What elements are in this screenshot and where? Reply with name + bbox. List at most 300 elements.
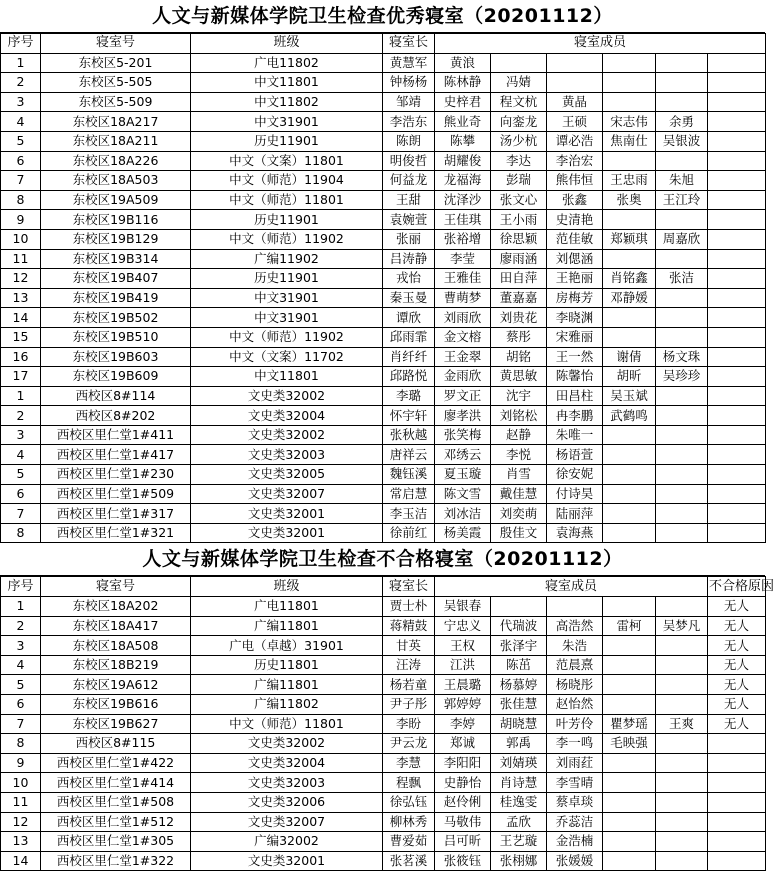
member-cell[interactable]: 张佳慧: [491, 695, 547, 715]
member-cell[interactable]: [656, 832, 708, 852]
member-cell[interactable]: [656, 151, 708, 171]
row-number[interactable]: 4: [1, 112, 41, 132]
room-cell[interactable]: 西校区里仁堂1#512: [41, 812, 191, 832]
class-cell[interactable]: 中文（师范）11902: [191, 229, 383, 249]
room-cell[interactable]: 东校区18A211: [41, 131, 191, 151]
leader-cell[interactable]: 王甜: [383, 190, 435, 210]
member-cell[interactable]: 叶芳伶: [547, 714, 603, 734]
member-cell[interactable]: [656, 92, 708, 112]
room-cell[interactable]: 东校区19B419: [41, 288, 191, 308]
member-cell[interactable]: 朱旭: [656, 171, 708, 191]
leader-cell[interactable]: 唐祥云: [383, 445, 435, 465]
member-cell[interactable]: 胡铭: [491, 347, 547, 367]
member-cell[interactable]: [656, 425, 708, 445]
member-cell[interactable]: 陈馨怡: [547, 367, 603, 387]
row-number[interactable]: 1: [1, 597, 41, 617]
class-cell[interactable]: 文史类32002: [191, 386, 383, 406]
member-cell[interactable]: [656, 73, 708, 93]
leader-cell[interactable]: 明俊哲: [383, 151, 435, 171]
empty-cell[interactable]: [708, 504, 766, 524]
room-cell[interactable]: 东校区18A217: [41, 112, 191, 132]
member-cell[interactable]: 李晓渊: [547, 308, 603, 328]
member-cell[interactable]: 胡耀俊: [435, 151, 491, 171]
member-cell[interactable]: 张奥: [603, 190, 656, 210]
member-cell[interactable]: [491, 53, 547, 73]
leader-cell[interactable]: 贾士朴: [383, 597, 435, 617]
member-cell[interactable]: [656, 406, 708, 426]
empty-cell[interactable]: [708, 425, 766, 445]
leader-cell[interactable]: 谭欣: [383, 308, 435, 328]
row-number[interactable]: 4: [1, 655, 41, 675]
member-cell[interactable]: 胡晓慧: [491, 714, 547, 734]
row-number[interactable]: 2: [1, 406, 41, 426]
row-number[interactable]: 3: [1, 92, 41, 112]
empty-cell[interactable]: [708, 367, 766, 387]
member-cell[interactable]: [656, 675, 708, 695]
member-cell[interactable]: 王佳琪: [435, 210, 491, 230]
room-cell[interactable]: 东校区19A612: [41, 675, 191, 695]
empty-cell[interactable]: [708, 210, 766, 230]
header-reason[interactable]: 不合格原因: [708, 577, 766, 597]
room-cell[interactable]: 东校区18B219: [41, 655, 191, 675]
class-cell[interactable]: 文史类32007: [191, 484, 383, 504]
class-cell[interactable]: 广编32002: [191, 832, 383, 852]
room-cell[interactable]: 西校区里仁堂1#509: [41, 484, 191, 504]
room-cell[interactable]: 东校区19B616: [41, 695, 191, 715]
member-cell[interactable]: 冉李鹏: [547, 406, 603, 426]
room-cell[interactable]: 东校区19B603: [41, 347, 191, 367]
row-number[interactable]: 6: [1, 695, 41, 715]
row-number[interactable]: 5: [1, 465, 41, 485]
member-cell[interactable]: 王爽: [656, 714, 708, 734]
member-cell[interactable]: 李雪晴: [547, 773, 603, 793]
row-number[interactable]: 6: [1, 151, 41, 171]
room-cell[interactable]: 东校区19B502: [41, 308, 191, 328]
header-no[interactable]: 序号: [1, 34, 41, 54]
leader-cell[interactable]: 徐弘钰: [383, 792, 435, 812]
header-no[interactable]: 序号: [1, 577, 41, 597]
member-cell[interactable]: 戴佳慧: [491, 484, 547, 504]
member-cell[interactable]: [656, 308, 708, 328]
room-cell[interactable]: 西校区8#115: [41, 734, 191, 754]
room-cell[interactable]: 西校区里仁堂1#417: [41, 445, 191, 465]
row-number[interactable]: 1: [1, 386, 41, 406]
member-cell[interactable]: [656, 792, 708, 812]
empty-cell[interactable]: [708, 92, 766, 112]
member-cell[interactable]: 程文杭: [491, 92, 547, 112]
member-cell[interactable]: 张筱钰: [435, 851, 491, 871]
member-cell[interactable]: 杨文珠: [656, 347, 708, 367]
header-room[interactable]: 寝室号: [41, 34, 191, 54]
member-cell[interactable]: 王忠雨: [603, 171, 656, 191]
class-cell[interactable]: 广编11801: [191, 675, 383, 695]
member-cell[interactable]: 黄思敏: [491, 367, 547, 387]
class-cell[interactable]: 文史类32007: [191, 812, 383, 832]
room-cell[interactable]: 东校区5-509: [41, 92, 191, 112]
empty-cell[interactable]: [708, 406, 766, 426]
room-cell[interactable]: 东校区19B129: [41, 229, 191, 249]
member-cell[interactable]: 史静怡: [435, 773, 491, 793]
empty-cell[interactable]: [708, 288, 766, 308]
leader-cell[interactable]: 尹云龙: [383, 734, 435, 754]
member-cell[interactable]: 杨慕婷: [491, 675, 547, 695]
member-cell[interactable]: 罗文正: [435, 386, 491, 406]
room-cell[interactable]: 西校区里仁堂1#317: [41, 504, 191, 524]
member-cell[interactable]: [603, 773, 656, 793]
row-number[interactable]: 2: [1, 73, 41, 93]
leader-cell[interactable]: 杨若童: [383, 675, 435, 695]
empty-cell[interactable]: [708, 445, 766, 465]
reason-cell[interactable]: [708, 773, 766, 793]
header-members[interactable]: 寝室成员: [435, 34, 766, 54]
member-cell[interactable]: [603, 523, 656, 543]
row-number[interactable]: 12: [1, 812, 41, 832]
row-number[interactable]: 15: [1, 327, 41, 347]
reason-cell[interactable]: [708, 792, 766, 812]
leader-cell[interactable]: 张秋越: [383, 425, 435, 445]
leader-cell[interactable]: 戎怡: [383, 269, 435, 289]
member-cell[interactable]: 郭婷婷: [435, 695, 491, 715]
row-number[interactable]: 6: [1, 484, 41, 504]
member-cell[interactable]: [603, 597, 656, 617]
row-number[interactable]: 7: [1, 504, 41, 524]
member-cell[interactable]: 马敬伟: [435, 812, 491, 832]
member-cell[interactable]: 黄浪: [435, 53, 491, 73]
member-cell[interactable]: 熊业奇: [435, 112, 491, 132]
row-number[interactable]: 10: [1, 229, 41, 249]
member-cell[interactable]: [603, 636, 656, 656]
empty-cell[interactable]: [708, 112, 766, 132]
row-number[interactable]: 13: [1, 832, 41, 852]
member-cell[interactable]: [656, 445, 708, 465]
member-cell[interactable]: 刘奕萌: [491, 504, 547, 524]
room-cell[interactable]: 东校区19B627: [41, 714, 191, 734]
member-cell[interactable]: 田自萍: [491, 269, 547, 289]
leader-cell[interactable]: 曹爱茹: [383, 832, 435, 852]
row-number[interactable]: 8: [1, 190, 41, 210]
room-cell[interactable]: 东校区18A508: [41, 636, 191, 656]
class-cell[interactable]: 文史类32002: [191, 734, 383, 754]
member-cell[interactable]: 蔡彤: [491, 327, 547, 347]
empty-cell[interactable]: [708, 229, 766, 249]
member-cell[interactable]: 吕可昕: [435, 832, 491, 852]
member-cell[interactable]: 王晨璐: [435, 675, 491, 695]
class-cell[interactable]: 文史类32005: [191, 465, 383, 485]
member-cell[interactable]: 陈茁: [491, 655, 547, 675]
member-cell[interactable]: 周嘉欣: [656, 229, 708, 249]
member-cell[interactable]: 陈攀: [435, 131, 491, 151]
row-number[interactable]: 5: [1, 131, 41, 151]
member-cell[interactable]: 王权: [435, 636, 491, 656]
leader-cell[interactable]: 袁婉萱: [383, 210, 435, 230]
row-number[interactable]: 3: [1, 425, 41, 445]
room-cell[interactable]: 西校区里仁堂1#321: [41, 523, 191, 543]
member-cell[interactable]: [603, 792, 656, 812]
member-cell[interactable]: 金雨欣: [435, 367, 491, 387]
member-cell[interactable]: [656, 288, 708, 308]
leader-cell[interactable]: 徐前红: [383, 523, 435, 543]
member-cell[interactable]: 孟欣: [491, 812, 547, 832]
leader-cell[interactable]: 邹靖: [383, 92, 435, 112]
member-cell[interactable]: 沈泽沙: [435, 190, 491, 210]
reason-cell[interactable]: 无人: [708, 695, 766, 715]
room-cell[interactable]: 东校区5-201: [41, 53, 191, 73]
member-cell[interactable]: 张鑫: [547, 190, 603, 210]
member-cell[interactable]: 邓静媛: [603, 288, 656, 308]
member-cell[interactable]: 焦南仕: [603, 131, 656, 151]
room-cell[interactable]: 东校区18A202: [41, 597, 191, 617]
member-cell[interactable]: [603, 504, 656, 524]
reason-cell[interactable]: [708, 734, 766, 754]
empty-cell[interactable]: [708, 269, 766, 289]
empty-cell[interactable]: [708, 151, 766, 171]
member-cell[interactable]: [603, 73, 656, 93]
room-cell[interactable]: 东校区19B609: [41, 367, 191, 387]
room-cell[interactable]: 西校区里仁堂1#414: [41, 773, 191, 793]
row-number[interactable]: 1: [1, 53, 41, 73]
row-number[interactable]: 3: [1, 636, 41, 656]
header-room[interactable]: 寝室号: [41, 577, 191, 597]
class-cell[interactable]: 文史类32004: [191, 406, 383, 426]
room-cell[interactable]: 西校区里仁堂1#322: [41, 851, 191, 871]
member-cell[interactable]: [603, 445, 656, 465]
leader-cell[interactable]: 李盼: [383, 714, 435, 734]
member-cell[interactable]: 王一然: [547, 347, 603, 367]
member-cell[interactable]: 赵静: [491, 425, 547, 445]
member-cell[interactable]: 吴银春: [435, 597, 491, 617]
room-cell[interactable]: 西校区8#202: [41, 406, 191, 426]
member-cell[interactable]: [656, 386, 708, 406]
member-cell[interactable]: 金浩楠: [547, 832, 603, 852]
member-cell[interactable]: 付诗昊: [547, 484, 603, 504]
member-cell[interactable]: 代瑞波: [491, 616, 547, 636]
row-number[interactable]: 14: [1, 308, 41, 328]
member-cell[interactable]: 谢倩: [603, 347, 656, 367]
member-cell[interactable]: 桂逸雯: [491, 792, 547, 812]
member-cell[interactable]: 宋志伟: [603, 112, 656, 132]
header-class[interactable]: 班级: [191, 34, 383, 54]
leader-cell[interactable]: 汪涛: [383, 655, 435, 675]
row-number[interactable]: 8: [1, 523, 41, 543]
member-cell[interactable]: 蔡卓琰: [547, 792, 603, 812]
reason-cell[interactable]: [708, 832, 766, 852]
member-cell[interactable]: 陆丽萍: [547, 504, 603, 524]
member-cell[interactable]: 汤少杭: [491, 131, 547, 151]
class-cell[interactable]: 中文11801: [191, 367, 383, 387]
member-cell[interactable]: 李莹: [435, 249, 491, 269]
row-number[interactable]: 10: [1, 773, 41, 793]
member-cell[interactable]: [656, 851, 708, 871]
header-class[interactable]: 班级: [191, 577, 383, 597]
leader-cell[interactable]: 尹子彤: [383, 695, 435, 715]
empty-cell[interactable]: [708, 465, 766, 485]
member-cell[interactable]: 夏玉璇: [435, 465, 491, 485]
class-cell[interactable]: 中文11802: [191, 92, 383, 112]
reason-cell[interactable]: [708, 753, 766, 773]
member-cell[interactable]: 沈宇: [491, 386, 547, 406]
member-cell[interactable]: [656, 523, 708, 543]
leader-cell[interactable]: 陈朗: [383, 131, 435, 151]
member-cell[interactable]: [656, 465, 708, 485]
member-cell[interactable]: [603, 210, 656, 230]
row-number[interactable]: 5: [1, 675, 41, 695]
empty-cell[interactable]: [708, 484, 766, 504]
class-cell[interactable]: 历史11901: [191, 269, 383, 289]
member-cell[interactable]: [603, 484, 656, 504]
reason-cell[interactable]: 无人: [708, 655, 766, 675]
member-cell[interactable]: 李阳阳: [435, 753, 491, 773]
member-cell[interactable]: 吴珍珍: [656, 367, 708, 387]
member-cell[interactable]: 李达: [491, 151, 547, 171]
member-cell[interactable]: 张洁: [656, 269, 708, 289]
class-cell[interactable]: 历史11901: [191, 210, 383, 230]
member-cell[interactable]: 袁海燕: [547, 523, 603, 543]
room-cell[interactable]: 东校区19A509: [41, 190, 191, 210]
reason-cell[interactable]: 无人: [708, 636, 766, 656]
room-cell[interactable]: 东校区19B407: [41, 269, 191, 289]
member-cell[interactable]: 房梅芳: [547, 288, 603, 308]
member-cell[interactable]: 肖诗慧: [491, 773, 547, 793]
empty-cell[interactable]: [708, 73, 766, 93]
room-cell[interactable]: 东校区18A503: [41, 171, 191, 191]
member-cell[interactable]: 毛映强: [603, 734, 656, 754]
member-cell[interactable]: 杨美霞: [435, 523, 491, 543]
class-cell[interactable]: 文史类32002: [191, 425, 383, 445]
member-cell[interactable]: 刘婧瑛: [491, 753, 547, 773]
member-cell[interactable]: 杨语萱: [547, 445, 603, 465]
member-cell[interactable]: 乔蕊洁: [547, 812, 603, 832]
empty-cell[interactable]: [708, 53, 766, 73]
member-cell[interactable]: 刘雨欣: [435, 308, 491, 328]
member-cell[interactable]: 王硕: [547, 112, 603, 132]
member-cell[interactable]: 张泽宇: [491, 636, 547, 656]
class-cell[interactable]: 文史类32003: [191, 445, 383, 465]
member-cell[interactable]: 朱浩: [547, 636, 603, 656]
room-cell[interactable]: 西校区8#114: [41, 386, 191, 406]
leader-cell[interactable]: 秦玉曼: [383, 288, 435, 308]
member-cell[interactable]: [603, 655, 656, 675]
member-cell[interactable]: [656, 734, 708, 754]
member-cell[interactable]: 肖雪: [491, 465, 547, 485]
leader-cell[interactable]: 李璐: [383, 386, 435, 406]
member-cell[interactable]: 谭必浩: [547, 131, 603, 151]
header-members[interactable]: 寝室成员: [435, 577, 708, 597]
member-cell[interactable]: 熊伟恒: [547, 171, 603, 191]
class-cell[interactable]: 文史类32001: [191, 504, 383, 524]
member-cell[interactable]: [603, 812, 656, 832]
member-cell[interactable]: 武鹤鸣: [603, 406, 656, 426]
member-cell[interactable]: 郑诚: [435, 734, 491, 754]
member-cell[interactable]: 吴银波: [656, 131, 708, 151]
member-cell[interactable]: 瞿梦瑶: [603, 714, 656, 734]
member-cell[interactable]: [603, 249, 656, 269]
class-cell[interactable]: 文史类32003: [191, 773, 383, 793]
member-cell[interactable]: [656, 53, 708, 73]
member-cell[interactable]: [603, 151, 656, 171]
room-cell[interactable]: 西校区里仁堂1#508: [41, 792, 191, 812]
empty-cell[interactable]: [708, 308, 766, 328]
class-cell[interactable]: 广编11802: [191, 695, 383, 715]
leader-cell[interactable]: 邱路悦: [383, 367, 435, 387]
empty-cell[interactable]: [708, 386, 766, 406]
member-cell[interactable]: 宁忠义: [435, 616, 491, 636]
room-cell[interactable]: 东校区18A226: [41, 151, 191, 171]
row-number[interactable]: 17: [1, 367, 41, 387]
member-cell[interactable]: 胡昕: [603, 367, 656, 387]
member-cell[interactable]: [656, 773, 708, 793]
member-cell[interactable]: 李悦: [491, 445, 547, 465]
leader-cell[interactable]: 肖纤纤: [383, 347, 435, 367]
member-cell[interactable]: 刘铭松: [491, 406, 547, 426]
member-cell[interactable]: 高浩然: [547, 616, 603, 636]
member-cell[interactable]: 王金翠: [435, 347, 491, 367]
class-cell[interactable]: 文史类32001: [191, 523, 383, 543]
leader-cell[interactable]: 魏钰溪: [383, 465, 435, 485]
member-cell[interactable]: 徐安妮: [547, 465, 603, 485]
empty-cell[interactable]: [708, 171, 766, 191]
class-cell[interactable]: 中文31901: [191, 308, 383, 328]
member-cell[interactable]: 史清艳: [547, 210, 603, 230]
member-cell[interactable]: [656, 327, 708, 347]
class-cell[interactable]: 中文（师范）11902: [191, 327, 383, 347]
member-cell[interactable]: [656, 597, 708, 617]
empty-cell[interactable]: [708, 249, 766, 269]
class-cell[interactable]: 广编11902: [191, 249, 383, 269]
room-cell[interactable]: 东校区18A417: [41, 616, 191, 636]
reason-cell[interactable]: 无人: [708, 714, 766, 734]
member-cell[interactable]: 宋雅丽: [547, 327, 603, 347]
member-cell[interactable]: 吴梦凡: [656, 616, 708, 636]
leader-cell[interactable]: 李慧: [383, 753, 435, 773]
member-cell[interactable]: 江洪: [435, 655, 491, 675]
member-cell[interactable]: 朱唯一: [547, 425, 603, 445]
class-cell[interactable]: 中文（文案）11702: [191, 347, 383, 367]
room-cell[interactable]: 东校区5-505: [41, 73, 191, 93]
member-cell[interactable]: 杨晓彤: [547, 675, 603, 695]
member-cell[interactable]: 郑颖琪: [603, 229, 656, 249]
header-leader[interactable]: 寝室长: [383, 34, 435, 54]
member-cell[interactable]: [656, 210, 708, 230]
class-cell[interactable]: 广电（卓越）31901: [191, 636, 383, 656]
member-cell[interactable]: [491, 597, 547, 617]
class-cell[interactable]: 中文（师范）11801: [191, 190, 383, 210]
member-cell[interactable]: 彭瑞: [491, 171, 547, 191]
empty-cell[interactable]: [708, 523, 766, 543]
member-cell[interactable]: 范晨熹: [547, 655, 603, 675]
row-number[interactable]: 9: [1, 210, 41, 230]
leader-cell[interactable]: 黄慧军: [383, 53, 435, 73]
class-cell[interactable]: 文史类32004: [191, 753, 383, 773]
leader-cell[interactable]: 邱雨霏: [383, 327, 435, 347]
member-cell[interactable]: [547, 73, 603, 93]
class-cell[interactable]: 文史类32006: [191, 792, 383, 812]
member-cell[interactable]: [656, 249, 708, 269]
member-cell[interactable]: 余勇: [656, 112, 708, 132]
member-cell[interactable]: [603, 695, 656, 715]
member-cell[interactable]: 廖孝洪: [435, 406, 491, 426]
member-cell[interactable]: 董嘉嘉: [491, 288, 547, 308]
member-cell[interactable]: 陈文雪: [435, 484, 491, 504]
member-cell[interactable]: 张裕增: [435, 229, 491, 249]
member-cell[interactable]: [656, 504, 708, 524]
leader-cell[interactable]: 程飘: [383, 773, 435, 793]
member-cell[interactable]: [656, 753, 708, 773]
leader-cell[interactable]: 何益龙: [383, 171, 435, 191]
member-cell[interactable]: [603, 425, 656, 445]
member-cell[interactable]: 刘雨荭: [547, 753, 603, 773]
row-number[interactable]: 13: [1, 288, 41, 308]
member-cell[interactable]: [603, 675, 656, 695]
